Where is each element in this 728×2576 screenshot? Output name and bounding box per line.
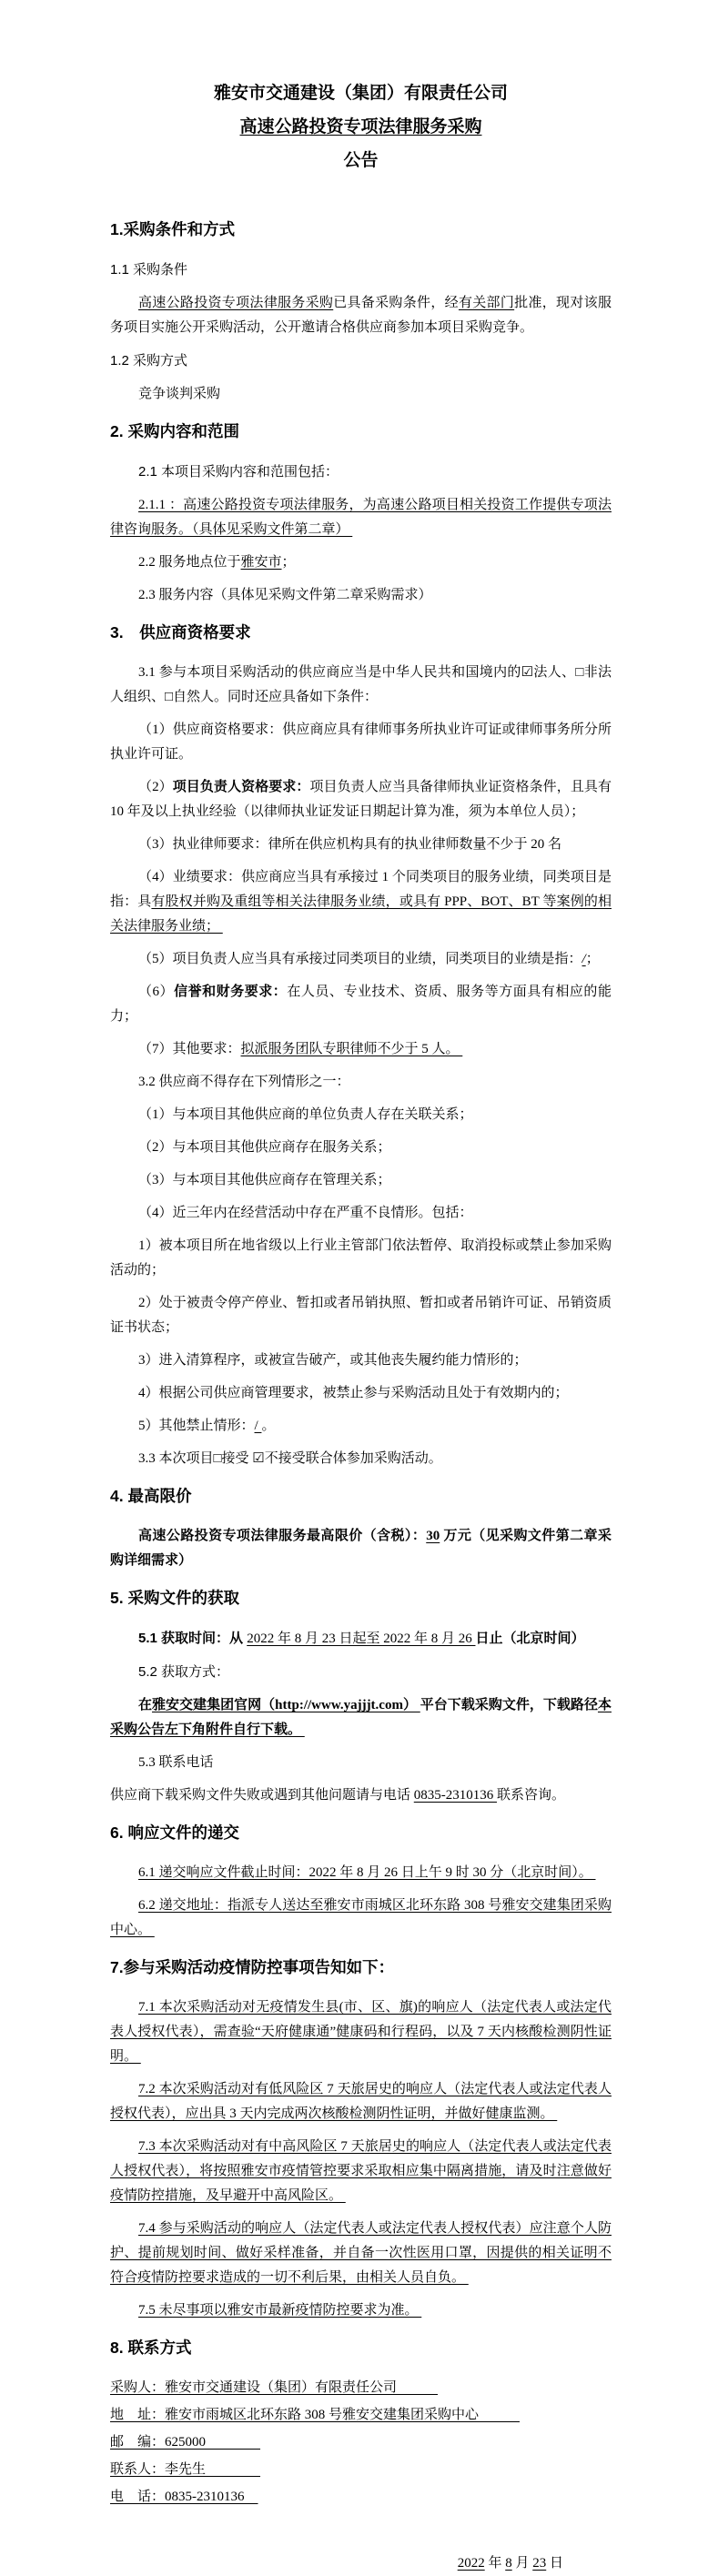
text-segment: （4）业绩要求：供应商应当具有承接过 1 个同类项目的服务业绩，同类项目是指：具 [110, 870, 612, 909]
text-segment: 5.1 获取时间：从 [138, 1631, 248, 1646]
title-line-1 [110, 76, 612, 110]
text-segment: （6） [138, 985, 175, 999]
text-segment: （7）其他要求： [138, 1042, 241, 1056]
text-segment: 信誉和财务要求： [174, 985, 288, 999]
text-segment: 项目负责人应当具备律师执业证资格条件，且具有 10 年及以上执业经验（以律师执业证发证日期起计算为准，须为本单位人员）； [110, 780, 615, 819]
text-segment: 项目负责人资格要求： [172, 780, 310, 794]
text-segment: 高速公路投资专项法律服务采购 [239, 117, 482, 136]
text-segment: 邮 编：625000 [110, 2435, 261, 2450]
para-3-2 [110, 1070, 612, 1095]
text-segment: （2）与本项目其他供应商存在服务关系； [138, 1140, 391, 1155]
text-segment: 30 [426, 1529, 440, 1543]
text-segment: （3）与本项目其他供应商存在管理关系； [138, 1173, 391, 1187]
text-segment: 竞争谈判采购 [138, 387, 221, 401]
para-3-2-item-4-2 [110, 1291, 612, 1340]
text-segment: 8 [505, 2556, 512, 2571]
para-3-2-item-4 [110, 1201, 612, 1226]
para-7-5 [110, 2298, 612, 2323]
text-segment: 年 [484, 2556, 506, 2571]
text-segment: 5.2 获取方式： [138, 1664, 230, 1680]
text-segment: 平台下载采购文件，下载路径 [420, 1698, 598, 1712]
text-segment: / [581, 952, 586, 966]
text-segment: 高速公路投资专项法律服务采购 [138, 296, 334, 310]
title-line-3 [110, 144, 612, 177]
text-segment: 在人员、专业技术、资质、服务等方面具有相应的能力； [110, 985, 612, 1024]
para-7-1 [110, 1995, 612, 2069]
text-segment: 8. 联系方式 [110, 2339, 192, 2357]
para-1-1-body [110, 291, 612, 340]
para-2-2 [110, 551, 612, 575]
para-3-1-item-4 [110, 865, 612, 939]
text-segment: 7.5 未尽事项以雅安市最新疫情防控要求为准。 [138, 2303, 422, 2318]
para-2-1-1 [110, 493, 612, 542]
text-segment: 万元（见采购文件第二章采购详细需求） [110, 1529, 612, 1568]
text-segment: 3.3 本次项目□接受 ☑不接受联合体参加采购活动。 [138, 1451, 442, 1466]
para-2-1 [110, 460, 612, 485]
text-segment: ； [281, 555, 296, 570]
text-segment: 7.3 本次采购活动对有中高风险区 7 天旅居史的响应人（法定代表人或法定代表人授权代表），将按照雅安市疫情管控要求采取相应集中隔离措施，请及时注意做好疫情防控措施，及早避开中高风险区。 [110, 2139, 612, 2203]
para-3-2-item-4-3 [110, 1349, 612, 1373]
text-segment: 5）其他禁止情形： [138, 1419, 255, 1433]
text-segment: 联系人：李先生 [110, 2462, 261, 2477]
text-segment: 本采购公告左下角附件自行下载。 [110, 1698, 612, 1737]
text-segment: 2.2 服务地点位于 [138, 555, 241, 570]
para-3-1-item-5 [110, 947, 612, 972]
para-3-1-item-2 [110, 775, 615, 824]
text-segment: 7.参与采购活动疫情防控事项告知如下： [110, 1958, 395, 1976]
text-segment: 雅安交建集团官网（http://www.yajjjt.com） [152, 1698, 420, 1712]
para-5-3-body [110, 1783, 612, 1808]
heading-section-6 [110, 1819, 612, 1846]
text-segment: （4）近三年内在经营活动中存在严重不良情形。包括： [138, 1206, 473, 1220]
text-segment: 日 [546, 2556, 563, 2571]
text-segment: 6. 响应文件的递交 [110, 1823, 239, 1842]
text-segment: 电 话：0835-2310136 [110, 2490, 258, 2504]
para-3-3 [110, 1447, 612, 1471]
text-segment: 3. 供应商资格要求 [110, 623, 251, 641]
text-segment: 在 [138, 1698, 153, 1712]
para-7-2 [110, 2077, 612, 2126]
text-segment: 3.1 参与本项目采购活动的供应商应当是中华人民共和国境内的☑法人、□非法人组织、□自然人。同时还应具备如下条件： [110, 665, 612, 704]
para-3-2-item-4-4 [110, 1381, 612, 1406]
text-segment: 3.2 供应商不得存在下列情形之一： [138, 1075, 350, 1089]
contact-phone [110, 2485, 612, 2510]
heading-section-5 [110, 1584, 612, 1611]
contact-address [110, 2403, 612, 2428]
title-line-2 [110, 110, 612, 144]
text-segment: ； [585, 952, 600, 966]
text-segment: 3）进入清算程序，或被宣告破产，或其他丧失履约能力情形的； [138, 1353, 528, 1368]
text-segment: 2.1 本项目采购内容和范围包括： [138, 464, 339, 480]
text-segment: 1.2 采购方式 [110, 353, 188, 369]
text-segment: 2022 [457, 2556, 485, 2571]
text-segment: 采购人：雅安市交通建设（集团）有限责任公司 [110, 2380, 439, 2395]
para-3-2-item-3 [110, 1168, 612, 1193]
text-segment: 4. 最高限价 [110, 1487, 192, 1505]
para-3-2-item-1 [110, 1103, 612, 1127]
date-line [110, 2551, 612, 2576]
text-segment: 7.2 本次采购活动对有低风险区 7 天旅居史的响应人（法定代表人或法定代表人授权代表），应出具 3 天内完成两次核酸检测阴性证明，并做好健康监测。 [110, 2082, 612, 2121]
text-segment: 公告 [343, 151, 379, 170]
text-segment: 23 [532, 2556, 547, 2571]
para-4-body [110, 1524, 612, 1573]
para-3-1-item-3 [110, 833, 612, 857]
contact-person [110, 2458, 612, 2482]
text-segment: 有股权并购及重组等相关法律服务业绩，或具有 PPP、BOT、BT 等案例的相关法律服务业绩； [110, 894, 612, 934]
text-segment: （1）与本项目其他供应商的单位负责人存在关联关系； [138, 1107, 473, 1122]
text-segment: （1）供应商资格要求：供应商应具有律师事务所执业许可证或律师事务所分所执业许可证。 [110, 722, 612, 762]
para-6-2 [110, 1894, 612, 1943]
para-3-2-item-4-5 [110, 1414, 612, 1439]
para-3-2-item-2 [110, 1136, 612, 1160]
text-segment: 供应商下载采购文件失败或遇到其他问题请与电话 [110, 1788, 414, 1803]
para-3-1-item-6 [110, 980, 612, 1029]
text-segment: 5.3 联系电话 [138, 1755, 214, 1770]
contact-buyer [110, 2376, 612, 2400]
para-3-1-item-7 [110, 1037, 612, 1062]
text-segment: 2022 年 8 月 23 日起至 2022 年 8 月 26 [247, 1631, 476, 1646]
text-segment: 1.采购条件和方式 [110, 220, 236, 238]
heading-section-1 [110, 216, 612, 243]
para-7-3 [110, 2135, 612, 2208]
text-segment: 5. 采购文件的获取 [110, 1589, 239, 1607]
text-segment: 。 [261, 1419, 276, 1433]
text-segment: （2） [138, 780, 173, 794]
text-segment: 1.1 采购条件 [110, 262, 188, 278]
text-segment: 有关部门 [458, 296, 515, 310]
text-segment: 4）根据公司供应商管理要求，被禁止参与采购活动且处于有效期内的； [138, 1386, 569, 1400]
para-1-2-label [110, 349, 612, 374]
text-segment: 2.3 服务内容（具体见采购文件第二章采购需求） [138, 588, 432, 602]
heading-section-7 [110, 1954, 612, 1981]
heading-section-8 [110, 2334, 612, 2361]
text-segment: / [254, 1419, 262, 1433]
text-segment: 拟派服务团队专职律师不少于 5 人。 [240, 1042, 463, 1056]
text-segment: 已具备采购条件，经 [333, 296, 459, 310]
para-1-2-body [110, 382, 612, 407]
para-5-2-label [110, 1660, 612, 1685]
text-segment: 7.1 本次采购活动对无疫情发生县(市、区、旗)的响应人（法定代表人或法定代表人授权代表），需查验“天府健康通”健康码和行程码，以及 7 天内核酸检测阴性证明。 [110, 2000, 612, 2064]
text-segment: 2）处于被责令停产停业、暂扣或者吊销执照、暂扣或者吊销许可证、吊销资质证书状态； [110, 1296, 612, 1335]
para-3-1-item-1 [110, 718, 612, 767]
text-segment: 0835-2310136 [413, 1788, 498, 1803]
text-segment: （5）项目负责人应当具有承接过同类项目的业绩，同类项目的业绩是指： [138, 952, 582, 966]
text-segment: 1）被本项目所在地省级以上行业主管部门依法暂停、取消投标或禁止参加采购活动的； [110, 1238, 612, 1278]
heading-section-2 [110, 418, 612, 445]
para-6-1 [110, 1861, 612, 1885]
text-segment: 联系咨询。 [497, 1788, 566, 1803]
text-segment: 日止（北京时间） [475, 1631, 585, 1646]
para-1-1-label [110, 258, 612, 283]
text-segment: 月 [511, 2556, 533, 2571]
text-segment: 2. 采购内容和范围 [110, 422, 239, 440]
text-segment: 7.4 参与采购活动的响应人（法定代表人或法定代表人授权代表）应注意个人防护、提前规划时间、做好采样准备，并自备一次性医用口罩，因提供的相关证明不符合疫情防控要求造成的一切不利后果，由相关人员自负。 [110, 2221, 612, 2285]
text-segment: 雅安市交通建设（集团）有限责任公司 [213, 84, 508, 103]
text-segment: 2.1.1 ：高速公路投资专项法律服务，为高速公路项目相关投资工作提供专项法律咨询服务。（具体见采购文件第二章） [110, 498, 612, 537]
para-3-1 [110, 661, 612, 710]
heading-section-4 [110, 1482, 612, 1510]
text-segment: 地 址：雅安市雨城区北环东路 308 号雅安交建集团采购中心 [110, 2408, 521, 2422]
para-3-2-item-4-1 [110, 1234, 612, 1283]
para-5-3-label [110, 1751, 612, 1775]
text-segment: 高速公路投资专项法律服务最高限价（含税）： [138, 1529, 427, 1543]
text-segment: 批准，现对该服务项目实施公开采购活动，公开邀请合格供应商参加本项目采购竞争。 [110, 296, 612, 335]
para-2-3 [110, 583, 612, 608]
para-5-2-body [110, 1693, 612, 1743]
contact-postcode [110, 2430, 612, 2455]
para-7-4 [110, 2217, 612, 2290]
para-5-1 [110, 1626, 612, 1652]
heading-section-3 [110, 619, 612, 646]
text-segment: 6.1 递交响应文件截止时间：2022 年 8 月 26 日上午 9 时 30 分（北京时间）。 [138, 1865, 596, 1880]
text-segment: 雅安市 [240, 555, 282, 570]
text-segment: 6.2 递交地址：指派专人送达至雅安市雨城区北环东路 308 号雅安交建集团采购中心。 [110, 1898, 612, 1937]
text-segment: （3）执业律师要求：律所在供应机构具有的执业律师数量不少于 20 名 [138, 837, 562, 852]
